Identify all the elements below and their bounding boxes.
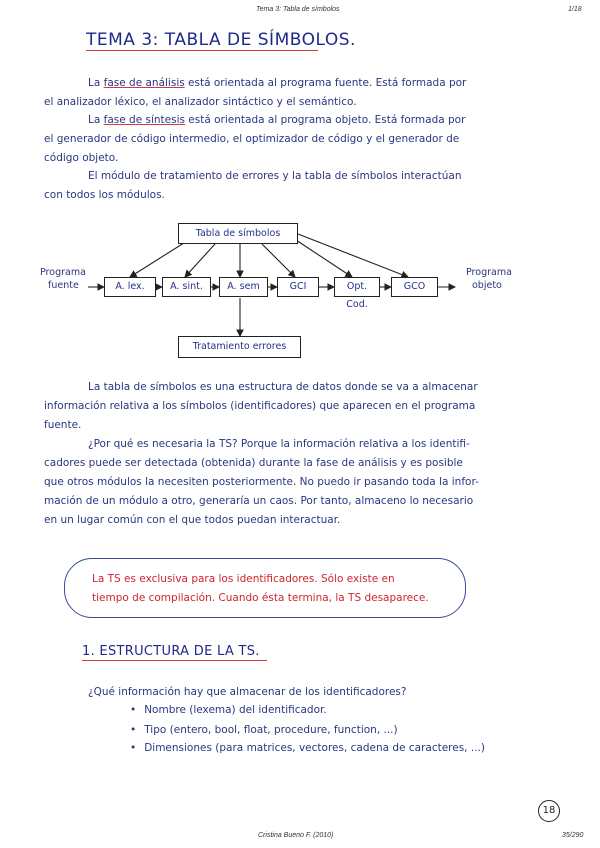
p2-pre: La	[88, 114, 104, 126]
p3-line1: El módulo de tratamiento de errores y la tabla de símbolos interactúan	[88, 170, 462, 182]
p4-line3: fuente.	[44, 419, 82, 431]
bullet-text-1: Nombre (lexema) del identificador.	[144, 704, 327, 716]
p2-line3: código objeto.	[44, 152, 119, 164]
p2-line2: el generador de código intermedio, el optimizador de código y el generador de	[44, 133, 460, 145]
bullet-text-3: Dimensiones (para matrices, vectores, cadena de caracteres, ...)	[144, 742, 485, 754]
bullet-item: • Tipo (entero, bool, float, procedure, function, ...)	[130, 724, 398, 736]
p1-line1: está orientada al programa fuente. Está formada por	[184, 77, 467, 89]
bullet-item: • Nombre (lexema) del identificador.	[130, 704, 327, 716]
footer-page: 35/290	[562, 832, 584, 839]
running-header-page: 1/18	[568, 6, 582, 13]
p5-line2: cadores puede ser detectada (obtenida) durante la fase de análisis y es posible	[44, 457, 463, 469]
section-question: ¿Qué información hay que almacenar de los identificadores?	[88, 686, 407, 698]
link-ts-gco	[298, 234, 408, 277]
error-handling-box: Tratamiento errores	[178, 336, 301, 358]
module-opt: Opt. Cod.	[334, 277, 380, 297]
link-ts-opt	[296, 240, 352, 277]
paragraph-ts-definition	[44, 378, 564, 435]
module-lex: A. lex.	[104, 277, 156, 297]
p1-line2: el analizador léxico, el analizador sintáctico y el semántico.	[44, 96, 357, 108]
module-sint: A. sint.	[162, 277, 211, 297]
bullet-text-2: Tipo (entero, bool, float, procedure, function, ...)	[144, 724, 398, 736]
module-gci: GCI	[277, 277, 319, 297]
p4-line1: La tabla de símbolos es una estructura de datos donde se va a almacenar	[88, 381, 478, 393]
p4-line2: información relativa a los símbolos (identificadores) que aparecen en el programa	[44, 400, 476, 412]
callout-line1: La TS es exclusiva para los identificadores. Sólo existe en	[92, 573, 395, 585]
link-ts-gci	[262, 244, 295, 277]
paragraph-why-ts	[44, 435, 564, 530]
page-title: TEMA 3: TABLA DE SÍMBOLOS.	[86, 30, 356, 50]
source-label-1: Programa	[40, 267, 86, 278]
object-label-2: objeto	[472, 280, 502, 291]
p5-line3: que otros módulos la necesiten posteriormente. No puedo ir pasando toda la infor-	[44, 476, 479, 488]
bullet-item: • Dimensiones (para matrices, vectores, cadena de caracteres, ...)	[130, 742, 485, 754]
callout-text	[92, 570, 429, 608]
object-label-1: Programa	[466, 267, 512, 278]
symbol-table-box: Tabla de símbolos	[178, 223, 298, 244]
callout-line2: tiempo de compilación. Cuando ésta termina, la TS desaparece.	[92, 592, 429, 604]
footer-author: Cristina Bueno F. (2010)	[258, 832, 334, 839]
p1-pre: La	[88, 77, 104, 89]
page-number-circle: 18	[538, 800, 560, 822]
module-sem: A. sem	[219, 277, 268, 297]
section-underline	[82, 660, 267, 661]
p2-line1: está orientada al programa objeto. Está formada por	[184, 114, 466, 126]
p3-line2: con todos los módulos.	[44, 189, 165, 201]
running-header-title: Tema 3: Tabla de símbolos	[256, 6, 340, 13]
module-gco: GCO	[391, 277, 438, 297]
term-synthesis: fase de síntesis	[103, 114, 185, 126]
p5-line4: mación de un módulo a otro, generaría un caos. Por tanto, almaceno lo necesario	[44, 495, 474, 507]
p5-line5: en un lugar común con el que todos puedan interactuar.	[44, 514, 341, 526]
section-title: 1. ESTRUCTURA DE LA TS.	[82, 644, 260, 659]
object-program-label	[466, 266, 512, 292]
term-analysis: fase de análisis	[103, 77, 185, 89]
link-ts-sint	[185, 244, 215, 277]
source-label-2: fuente	[48, 280, 79, 291]
source-program-label	[40, 266, 86, 292]
p5-line1: ¿Por qué es necesaria la TS? Porque la información relativa a los identifi-	[88, 438, 470, 450]
